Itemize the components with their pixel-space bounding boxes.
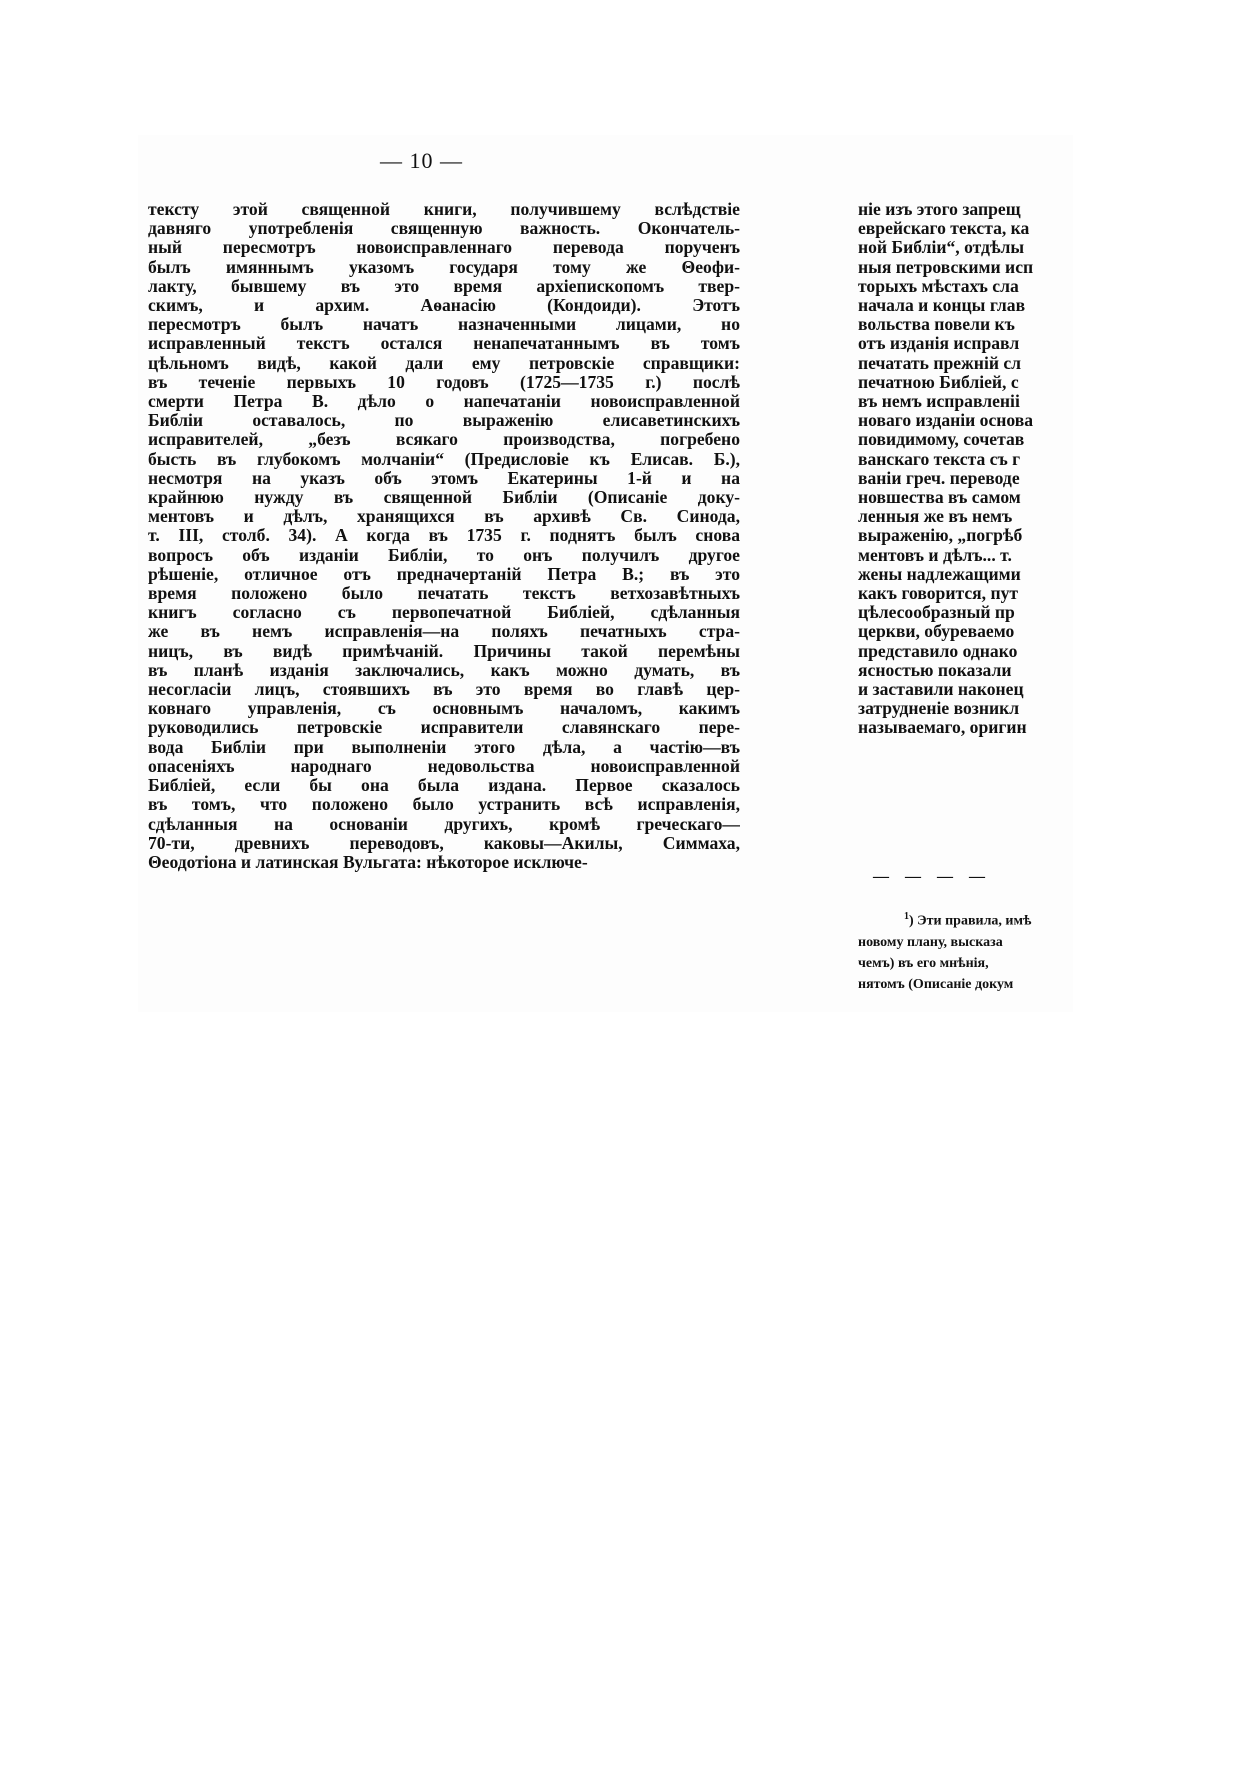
- text-line: ный пересмотръ новоисправленнаго перевода порученъ: [148, 238, 740, 258]
- text-line: смерти Петра В. дѣло о напечатаніи новоисправленной: [148, 392, 740, 412]
- text-line: жены надлежащими: [858, 564, 1021, 584]
- text-line: рѣшеніе, отличное отъ предначертаній Петра В.; въ это: [148, 564, 740, 584]
- text-line: вольства повели къ: [858, 315, 1015, 335]
- text-line: новаго изданіи основа: [858, 411, 1034, 431]
- text-line: цѣльномъ видѣ, какой дали ему петровскіе справщики:: [148, 353, 740, 373]
- text-line: ныя петровскими исп: [858, 257, 1034, 277]
- text-line: ницъ, въ видѣ примѣчаній. Причины такой перемѣны: [148, 641, 740, 661]
- footnote-marker: 1: [904, 911, 909, 922]
- text-line: еврейскаго текста, ка: [858, 219, 1030, 239]
- text-line: въ томъ, что положено было устранить всѣ исправленія,: [148, 795, 740, 815]
- text-line: давняго употребленія священную важность. Окончатель-: [148, 219, 740, 239]
- text-line: несмотря на указъ объ этомъ Екатерины 1-й и на: [148, 468, 740, 488]
- footnote-line: нятомъ (Описаніе докум: [858, 976, 1014, 992]
- text-line: торыхъ мѣстахъ сла: [858, 276, 1019, 296]
- text-line: ленныя же въ немъ: [858, 507, 1013, 527]
- footnotes: [858, 906, 1073, 995]
- text-line: ясностью показали: [858, 660, 1012, 680]
- text-line: представило однако: [858, 641, 1018, 661]
- text-line: вода Библіи при выполненіи этого дѣла, а частію—въ: [148, 737, 740, 757]
- right-text-column: [858, 200, 1073, 738]
- text-line: лакту, бывшему въ это время архіепископомъ твер-: [148, 276, 740, 296]
- text-line: въ планѣ изданія заключались, какъ можно думать, въ: [148, 660, 740, 680]
- text-line: исправителей, „безъ всякаго производства, погребено: [148, 430, 740, 450]
- text-line: ментовъ и дѣлъ, хранящихся въ архивѣ Св. Синода,: [148, 507, 740, 527]
- footnote-line: $^1$) Эти правила, имѣ: [904, 911, 1032, 929]
- text-line: пересмотръ былъ начатъ назначенными лицами, но: [148, 315, 740, 335]
- text-line: крайнюю нужду въ священной Библіи (Описаніе доку-: [148, 488, 740, 508]
- text-line: выраженію, „погрѣб: [858, 526, 1023, 546]
- text-line: бысть въ глубокомъ молчаніи“ (Предисловіе къ Елисав. Б.),: [148, 449, 740, 469]
- text-line: печатною Библіей, с: [858, 372, 1019, 392]
- text-line: печатать прежній сл: [858, 353, 1022, 373]
- page-number: — 10 —: [380, 148, 463, 173]
- text-line: т. III, столб. 34). А когда въ 1735 г. поднятъ былъ снова: [148, 526, 740, 546]
- text-line: время положено было печатать текстъ ветхозавѣтныхъ: [148, 584, 740, 604]
- text-line: же въ немъ исправленія—на поляхъ печатныхъ стра-: [148, 622, 740, 642]
- text-line: ной Библіи“, отдѣлы: [858, 238, 1025, 258]
- text-line: Библіи оставалось, по выраженію елисаветинскихъ: [148, 411, 740, 431]
- text-line: руководились петровскіе исправители славянскаго пере-: [148, 718, 740, 738]
- text-line: скимъ, и архим. Аѳанасію (Кондоиди). Этотъ: [148, 296, 740, 316]
- footnote-divider: — — — —: [873, 868, 991, 885]
- text-line: опасеніяхъ народнаго недовольства новоисправленной: [148, 756, 740, 776]
- text-line: и заставили наконец: [858, 680, 1024, 700]
- text-line: повидимому, сочетав: [858, 430, 1025, 450]
- text-line: книгъ согласно съ первопечатной Библіей, сдѣланныя: [148, 603, 740, 623]
- text-line: ваніи греч. переводе: [858, 468, 1020, 488]
- text-line: ванскаго текста съ г: [858, 449, 1021, 469]
- text-line: вопросъ объ изданіи Библіи, то онъ получилъ другое: [148, 545, 740, 565]
- text-line: былъ имяннымъ указомъ государя тому же Θеофи-: [148, 257, 740, 277]
- text-line: цѣлесообразный пр: [858, 603, 1015, 623]
- text-line: въ теченіе первыхъ 10 годовъ (1725—1735 г.) послѣ: [148, 372, 740, 392]
- text-line: Θеодотіона и латинская Вульгата: нѣкоторое исключе-: [148, 852, 588, 872]
- text-line: Библіей, если бы она была издана. Первое сказалось: [148, 776, 740, 796]
- text-line: называемаго, оригин: [858, 718, 1027, 738]
- left-text-column: [148, 200, 740, 872]
- footnote-line: чемъ) въ его мнѣнія,: [858, 955, 989, 971]
- text-line: ковнаго управленія, съ основнымъ началомъ, какимъ: [148, 699, 740, 719]
- text-line: церкви, обуреваемо: [858, 622, 1015, 642]
- text-line: какъ говорится, пут: [858, 584, 1019, 604]
- text-line: ніе изъ этого запрещ: [858, 200, 1021, 219]
- text-line: начала и концы глав: [858, 296, 1026, 316]
- text-line: новшества въ самом: [858, 488, 1021, 508]
- text-line: исправленный текстъ остался ненапечатаннымъ въ томъ: [148, 334, 740, 354]
- text-line: въ немъ исправленіі: [858, 392, 1020, 412]
- text-line: сдѣланныя на основаніи другихъ, кромѣ греческаго—: [148, 814, 740, 834]
- footnote-line: новому плану, высказа: [858, 934, 1003, 950]
- text-line: затрудненіе возникл: [858, 699, 1020, 719]
- text-line: 70-ти, древнихъ переводовъ, каковы—Акилы, Симмаха,: [148, 833, 740, 853]
- text-line: отъ изданія исправл: [858, 334, 1020, 354]
- text-line: тексту этой священной книги, получившему вслѣдствіе: [148, 200, 740, 219]
- text-line: несогласіи лицъ, стоявшихъ въ это время во главѣ цер-: [148, 680, 740, 700]
- text-line: ментовъ и дѣлъ... т.: [858, 545, 1012, 565]
